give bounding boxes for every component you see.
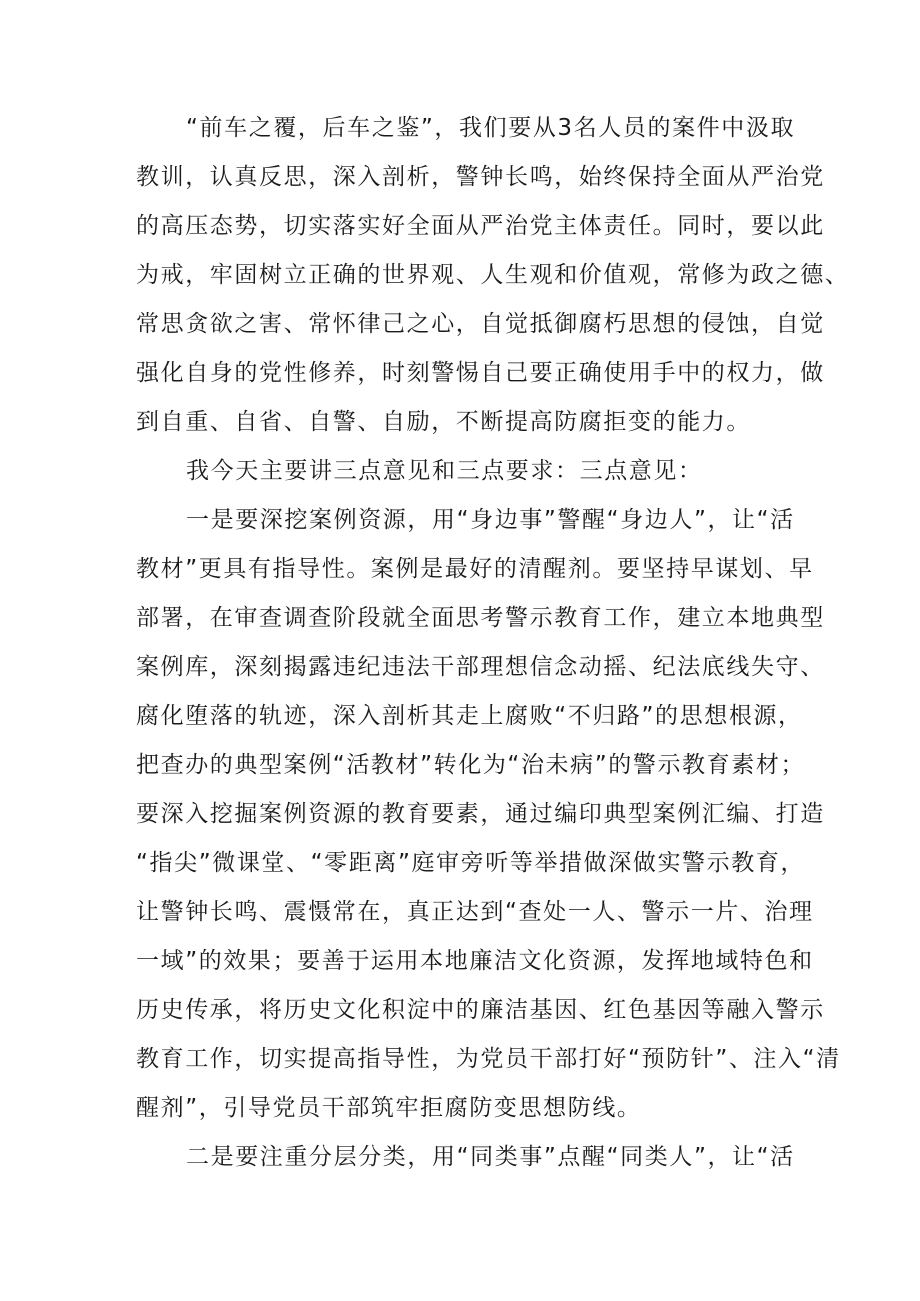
text-line: 强化自身的党性修养，时刻警惕自己要正确使用手中的权力，做 bbox=[136, 360, 825, 386]
text-line: 一是要深挖案例资源，用“身边事”警醒“身边人”，让“活 bbox=[186, 507, 795, 533]
text-line: 的高压态势，切实落实好全面从严治党主体责任。同时，要以此 bbox=[136, 213, 825, 239]
text-line: 部署，在审查调查阶段就全面思考警示教育工作，建立本地典型 bbox=[136, 605, 825, 631]
text-line: 教材”更具有指导性。案例是最好的清醒剂。要坚持早谋划、早 bbox=[136, 556, 814, 582]
text-line: 我今天主要讲三点意见和三点要求：三点意见： bbox=[186, 458, 703, 484]
text-line: 教育工作，切实提高指导性，为党员干部打好“预防针”、注入“清 bbox=[136, 1046, 841, 1072]
text-line: 腐化堕落的轨迹，深入剖析其走上腐败“不归路”的思想根源， bbox=[136, 703, 803, 729]
text-line: “前车之覆，后车之鉴”，我们要从3名人员的案件中汲取 bbox=[186, 115, 796, 141]
text-line: 到自重、自省、自警、自励，不断提高防腐拒变的能力。 bbox=[136, 409, 751, 435]
text-line: 要深入挖掘案例资源的教育要素，通过编印典型案例汇编、打造 bbox=[136, 801, 825, 827]
text-line: 案例库，深刻揭露违纪违法干部理想信念动摇、纪法底线失守、 bbox=[136, 654, 825, 680]
text-line: 教训，认真反思，深入剖析，警钟长鸣，始终保持全面从严治党 bbox=[136, 164, 825, 190]
text-line: 把查办的典型案例“活教材”转化为“治未病”的警示教育素材； bbox=[136, 752, 806, 778]
text-line: 二是要注重分层分类，用“同类事”点醒“同类人”，让“活 bbox=[186, 1144, 795, 1170]
text-line: 历史传承，将历史文化积淀中的廉洁基因、红色基因等融入警示 bbox=[136, 997, 825, 1023]
text-line: 一域”的效果；要善于运用本地廉洁文化资源，发挥地域特色和 bbox=[136, 948, 814, 974]
text-line: 常思贪欲之害、常怀律己之心，自觉抵御腐朽思想的侵蚀，自觉 bbox=[136, 311, 825, 337]
text-line: “指尖”微课堂、“零距离”庭审旁听等举措做深做实警示教育， bbox=[136, 850, 806, 876]
text-line: 醒剂”，引导党员干部筑牢拒腐防变思想防线。 bbox=[136, 1095, 642, 1121]
text-line: 为戒，牢固树立正确的世界观、人生观和价值观，常修为政之德、 bbox=[136, 262, 850, 288]
text-line: 让警钟长鸣、震慑常在，真正达到“查处一人、警示一片、治理 bbox=[136, 899, 814, 925]
